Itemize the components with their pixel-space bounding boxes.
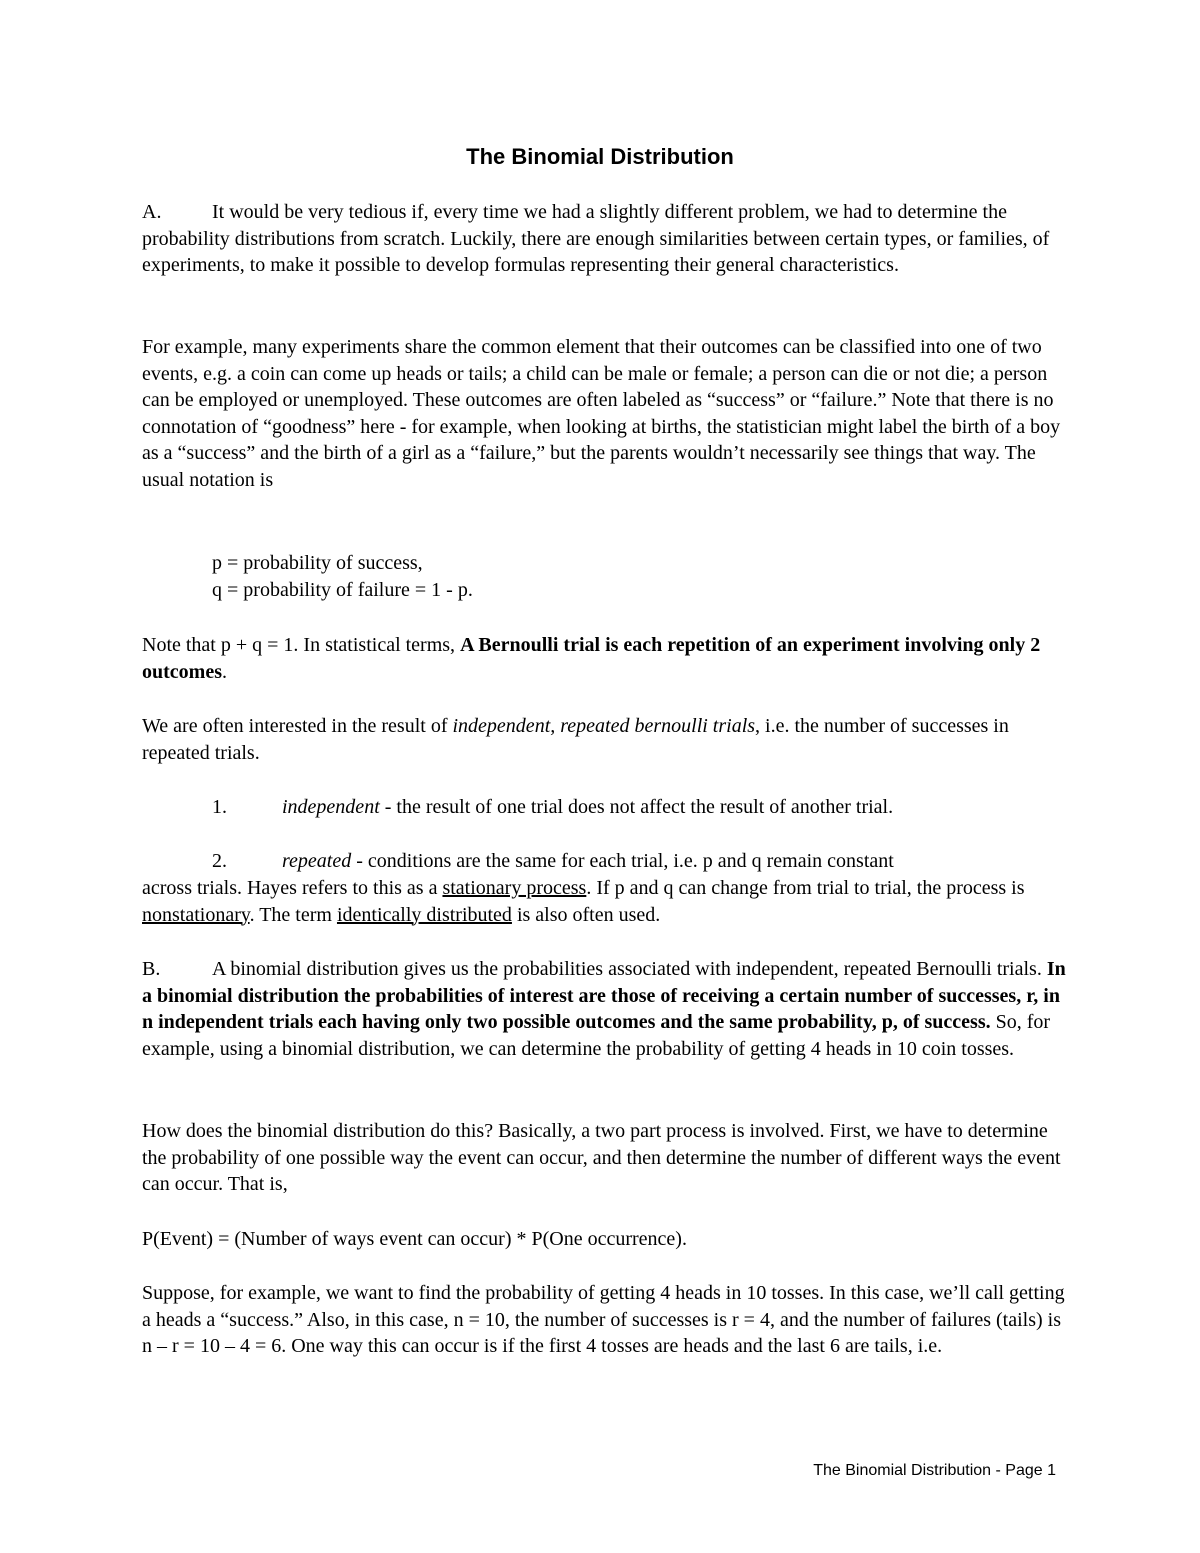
list-item-repeated xyxy=(212,848,894,875)
continuation-text: across trials. Hayes refers to this as a xyxy=(142,877,443,899)
list-item-text: - the result of one trial does not affect the result of another trial. xyxy=(379,796,894,818)
page-footer: The Binomial Distribution - Page 1 xyxy=(813,1462,1056,1479)
interest-lead: We are often interested in the result of xyxy=(142,715,453,737)
continuation-text: . The term xyxy=(249,903,337,926)
term-nonstationary: nonstationary xyxy=(142,903,250,926)
bernoulli-paragraph xyxy=(142,632,1072,685)
list-item-term: independent xyxy=(282,796,380,818)
section-b-tail: So, for example, using a binomial distribution, we can determine the probability of getting 4 heads in 10 coin tosses. xyxy=(142,1011,1051,1060)
suppose-paragraph: Suppose, for example, we want to find the probability of getting 4 heads in 10 tosses. In this case, we’ll call getting a heads a “success.” Also, in this case, n = 10, the number of successes is r = 4, and the number of failures (tails) is n – r = 10 – 4 = 6. One way this can occur is if the first 4 tosses are heads and the last 6 are tails, i.e. xyxy=(142,1282,1065,1357)
section-b-paragraph xyxy=(142,956,1072,1062)
example-paragraph: For example, many experiments share the common element that their outcomes can be classified into one of two events, e.g. a coin can come up heads or tails; a child can be male or female; a person can die or not die; a person can be employed or unemployed. These outcomes are often labeled as “success” or “failure.” Note that there is no connotation of “goodness” here - for example, when looking at births, the statistician might label the birth of a boy as a “success” and the birth of a girl as a “failure,” but the parents wouldn’t necessarily see things that way. The usual notation is xyxy=(142,336,1061,491)
list-item-number: 1. xyxy=(212,796,227,818)
bernoulli-tail: . xyxy=(221,660,227,683)
continuation-text: . If p and q can change from trial to trial, the process is xyxy=(586,877,1025,899)
interest-italic: independent, repeated bernoulli trials xyxy=(452,715,756,737)
bernoulli-lead: Note that p + q = 1. In statistical terms, xyxy=(142,634,461,656)
continuation-text: is also often used. xyxy=(511,903,661,926)
list-item-independent xyxy=(212,794,893,821)
list-item-text: - conditions are the same for each trial, i.e. p and q remain constant xyxy=(351,850,894,872)
notation-p: p = probability of success, xyxy=(212,552,423,574)
section-b-lead: A binomial distribution gives us the probabilities associated with independent, repeated Bernoulli trials. xyxy=(212,958,1047,980)
term-identically-distributed: identically distributed xyxy=(336,903,512,926)
section-b-definition: In a binomial distribution the probabilities of interest are those of receiving a certain number of successes, r, in n independent trials each having only two possible outcomes and the same probability, p, of success. xyxy=(142,958,1066,1033)
list-item-number: 2. xyxy=(212,850,227,872)
section-b-label: B. xyxy=(142,958,161,980)
list-item-repeated-continuation xyxy=(142,875,1072,928)
list-item-term: repeated xyxy=(282,850,352,872)
term-stationary-process: stationary process xyxy=(442,877,587,899)
bernoulli-definition: A Bernoulli trial is each repetition of an experiment involving only 2 outcomes xyxy=(142,634,1041,683)
section-a-text: It would be very tedious if, every time we had a slightly different problem, we had to determine the probability distributions from scratch. Luckily, there are enough similarities between certain types, or families, of experiments, to make it possible to develop formulas representing their general characteristics. xyxy=(142,201,1050,276)
notation-q: q = probability of failure = 1 - p. xyxy=(212,579,473,601)
section-a-paragraph xyxy=(142,199,1072,279)
formula-line: P(Event) = (Number of ways event can occur) * P(One occurrence). xyxy=(142,1228,687,1250)
how-paragraph: How does the binomial distribution do this? Basically, a two part process is involved. First, we have to determine the probability of one possible way the event can occur, and then determine the number of different ways the event can occur. That is, xyxy=(142,1120,1061,1195)
page-title: The Binomial Distribution xyxy=(466,144,734,169)
interest-paragraph xyxy=(142,713,1072,766)
interest-tail: , i.e. the number of successes in repeated trials. xyxy=(142,715,1009,764)
section-a-label: A. xyxy=(142,201,162,223)
